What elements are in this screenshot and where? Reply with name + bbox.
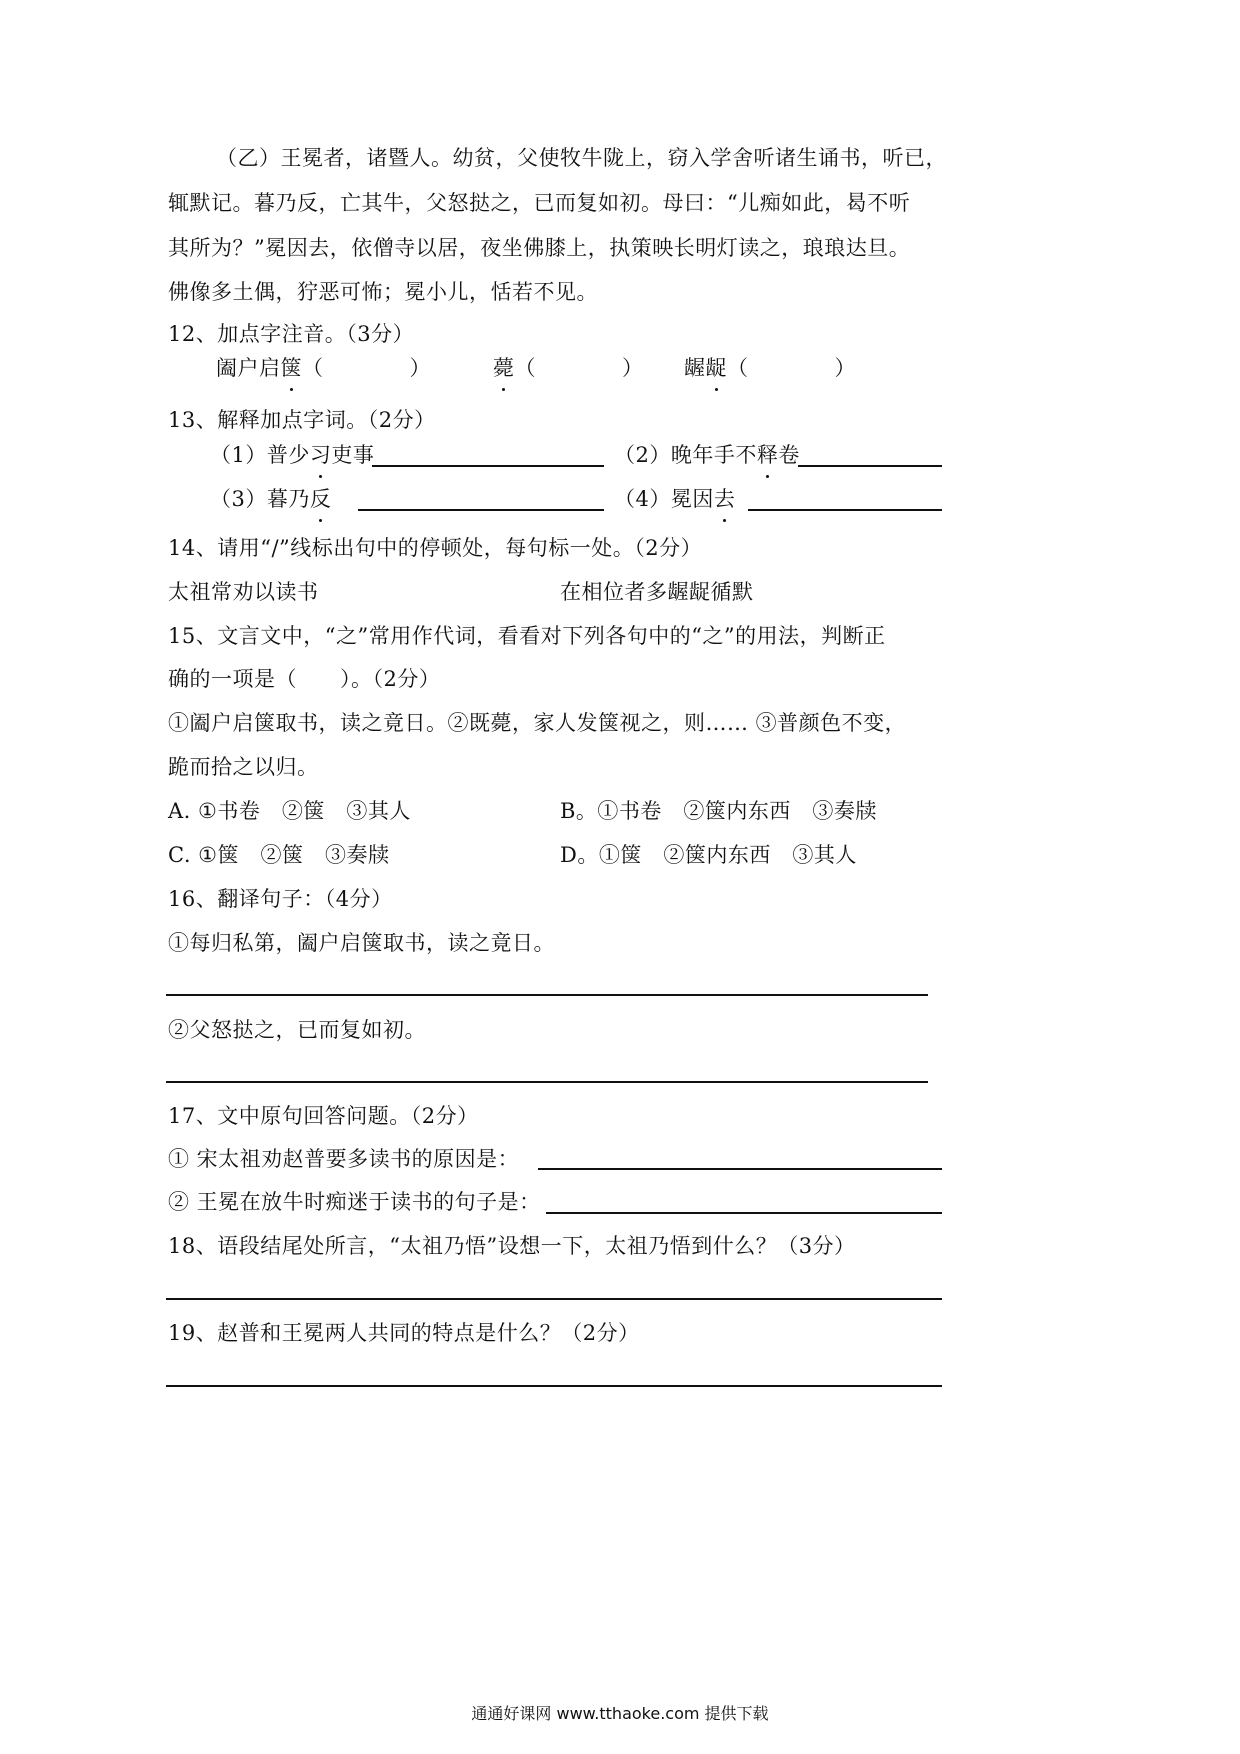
answer-line[interactable] xyxy=(748,509,942,511)
q16-sentence-2: ②父怒挞之，已而复如初。 xyxy=(168,1018,426,1042)
emphasis-dot-char: 反 xyxy=(310,484,332,514)
q16-title: 16、翻译句子：（4分） xyxy=(168,887,393,911)
q17-question-1: ① 宋太祖劝赵普要多读书的原因是： xyxy=(168,1147,520,1171)
passage-line-4: 佛像多土偶，狞恶可怖；冕小儿，恬若不见。 xyxy=(168,280,598,304)
emphasis-dot-char: 习 xyxy=(310,440,332,470)
emphasis-dot-char: 释 xyxy=(757,440,779,470)
q15-line-4: 跪而拾之以归。 xyxy=(168,755,319,779)
q13-item-1: （1）普少习吏事 xyxy=(210,440,374,470)
q15-option-a[interactable]: A. ①书卷 ②箧 ③其人 xyxy=(168,799,411,823)
q17-title: 17、文中原句回答问题。（2分） xyxy=(168,1104,479,1128)
emphasis-dot-char: 龊 xyxy=(706,353,728,383)
q15-line-3: ①阖户启箧取书，读之竟日。②既薨，家人发箧视之，则…… ③普颜色不变， xyxy=(168,711,907,735)
answer-line[interactable] xyxy=(166,1081,928,1083)
emphasis-dot-char: 薨 xyxy=(493,353,515,383)
q13-item-4: （4）冕因去 xyxy=(614,484,735,514)
answer-line[interactable] xyxy=(372,465,604,467)
passage-line-2: 辄默记。暮乃反，亡其牛，父怒挞之，已而复如初。母曰：“儿痴如此，曷不听 xyxy=(168,191,911,215)
emphasis-dot-char: 箧 xyxy=(281,353,303,383)
answer-line[interactable] xyxy=(546,1212,942,1214)
q13-item-2: （2）晚年手不释卷 xyxy=(614,440,800,470)
q18-title: 18、语段结尾处所言，“太祖乃悟”设想一下，太祖乃悟到什么？（3分） xyxy=(168,1234,856,1258)
q13-item-3: （3）暮乃反 xyxy=(210,484,331,514)
q15-option-b[interactable]: B。①书卷 ②箧内东西 ③奏牍 xyxy=(560,799,877,823)
q15-option-c[interactable]: C. ①箧 ②箧 ③奏牍 xyxy=(168,843,390,867)
q14-sentence-2: 在相位者多龌龊循默 xyxy=(560,580,754,604)
q12-item-2: 薨（ ） xyxy=(493,353,644,383)
answer-line[interactable] xyxy=(798,465,942,467)
q15-option-d[interactable]: D。①箧 ②箧内东西 ③其人 xyxy=(560,843,857,867)
q14-title: 14、请用“/”线标出句中的停顿处，每句标一处。（2分） xyxy=(168,536,703,560)
answer-line[interactable] xyxy=(166,1385,942,1387)
q19-title: 19、赵普和王冕两人共同的特点是什么？（2分） xyxy=(168,1321,640,1345)
emphasis-dot-char: 去 xyxy=(714,484,736,514)
q13-title: 13、解释加点字词。（2分） xyxy=(168,408,436,432)
answer-line[interactable] xyxy=(358,509,604,511)
q16-sentence-1: ①每归私第，阖户启箧取书，读之竟日。 xyxy=(168,931,555,955)
q12-item-1: 阖户启箧（ ） xyxy=(216,353,431,383)
page-footer: 通通好课网 www.tthaoke.com 提供下载 xyxy=(471,1704,769,1723)
q15-line-2: 确的一项是（ ）。（2分） xyxy=(168,667,441,691)
q12-item-3: 龌龊（ ） xyxy=(684,353,856,383)
q14-sentence-1: 太祖常劝以读书 xyxy=(168,580,319,604)
answer-line[interactable] xyxy=(166,994,928,996)
answer-line[interactable] xyxy=(166,1298,942,1300)
answer-line[interactable] xyxy=(538,1168,942,1170)
q12-title: 12、加点字注音。（3分） xyxy=(168,322,415,346)
q15-line-1: 15、文言文中，“之”常用作代词，看看对下列各句中的“之”的用法，判断正 xyxy=(168,624,886,648)
passage-line-3: 其所为？”冕因去，依僧寺以居，夜坐佛膝上，执策映长明灯读之，琅琅达旦。 xyxy=(168,236,911,260)
passage-line-1: （乙）王冕者，诸暨人。幼贫，父使牧牛陇上，窃入学舍听诸生诵书，听已， xyxy=(216,146,947,170)
q17-question-2: ② 王冕在放牛时痴迷于读书的句子是： xyxy=(168,1190,541,1214)
